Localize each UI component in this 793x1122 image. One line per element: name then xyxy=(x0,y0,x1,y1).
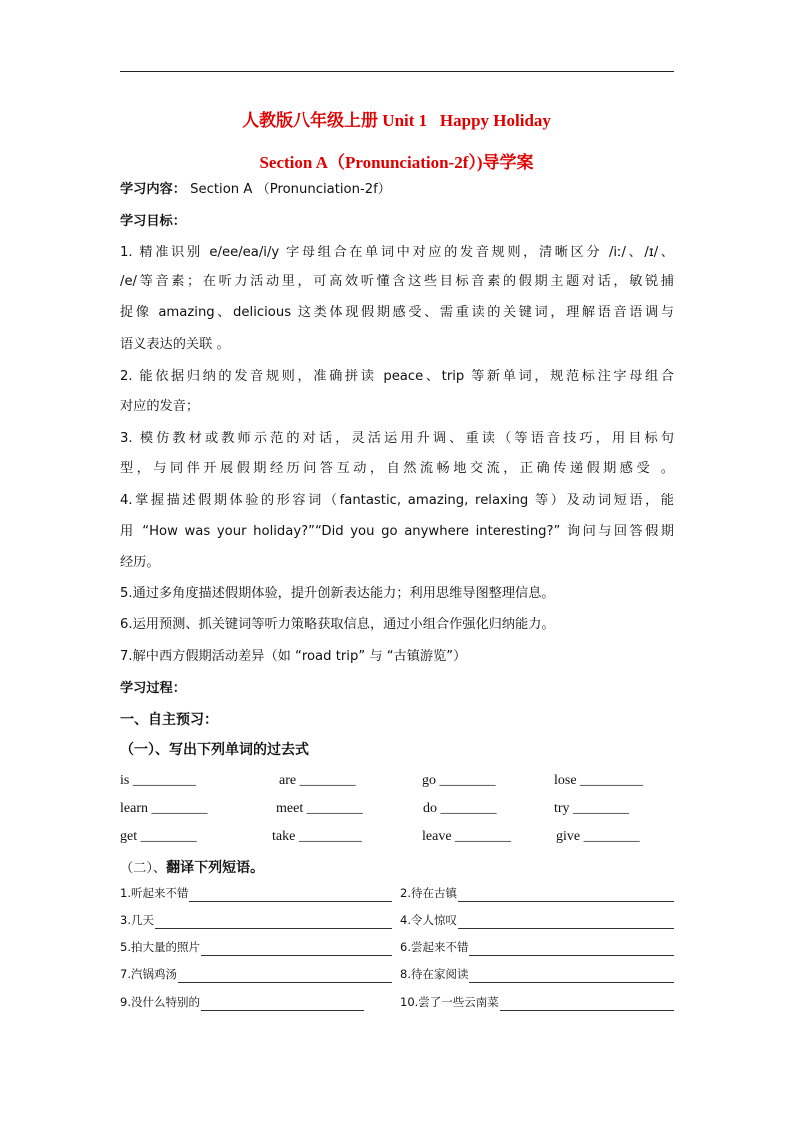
phrase-label: 7.汽锅鸡汤 xyxy=(120,967,177,981)
phrase-label: 1.听起来不错 xyxy=(120,886,189,900)
phrase-blank[interactable] xyxy=(400,938,674,956)
content-line xyxy=(120,180,674,200)
goal-line: 对应的发音； xyxy=(120,399,200,414)
word-blank[interactable]: take _________ xyxy=(272,829,362,844)
phrase-label: 2.待在古镇 xyxy=(400,886,457,900)
goal-line: 用 “How was your holiday?”“Did you go anywhere interesting?” 询问与回答假期 xyxy=(120,524,674,539)
goal-line: /e/等音素；在听力活动里，可高效听懂含这些目标音素的假期主题对话，敏锐捕 xyxy=(120,274,674,289)
phrase-blank[interactable] xyxy=(120,993,364,1011)
goal-line: 3. 模仿教材或教师示范的对话，灵活运用升调、重读（等语音技巧，用目标句 xyxy=(120,431,674,446)
goal-line: 经历。 xyxy=(120,555,160,570)
phrase-blank[interactable] xyxy=(400,911,674,929)
phrase-label: 9.没什么特别的 xyxy=(120,995,200,1009)
word-blank[interactable]: try ________ xyxy=(554,801,630,816)
header-rule xyxy=(120,71,674,72)
phrase-label: 8.待在家阅读 xyxy=(400,967,469,981)
word-blank[interactable]: learn ________ xyxy=(120,801,208,816)
phrase-blank[interactable] xyxy=(400,993,674,1011)
goal-line: 6.运用预测、抓关键词等听力策略获取信息，通过小组合作强化归纳能力。 xyxy=(120,617,555,632)
phrase-label: 6.尝起来不错 xyxy=(400,940,469,954)
goals-label: 学习目标： xyxy=(120,214,186,229)
phrase-blank[interactable] xyxy=(120,884,392,902)
goal-line: 5.通过多角度描述假期体验，提升创新表达能力；利用思维导图整理信息。 xyxy=(120,586,555,601)
goal-line: 捉像 amazing、delicious 这类体现假期感受、需重读的关键词，理解语音语调与 xyxy=(120,305,674,320)
goal-line: 型，与同伴开展假期经历问答互动，自然流畅地交流，正确传递假期感受 。 xyxy=(120,461,674,476)
word-blank[interactable]: give ________ xyxy=(556,829,640,844)
part2-heading: 翻译下列短语。 xyxy=(166,860,265,876)
doc-title: 人教版八年级上册 Unit 1 Happy Holiday xyxy=(242,111,551,130)
goal-line: 2. 能依据归纳的发音规则，准确拼读 peace、trip 等新单词，规范标注字母组合 xyxy=(120,369,674,384)
goal-line: 语义表达的关联 。 xyxy=(120,337,230,352)
phrase-label: 4.令人惊叹 xyxy=(400,913,457,927)
part1-heading: （一）、写出下列单词的过去式 xyxy=(120,742,309,758)
phrase-blank[interactable] xyxy=(120,938,392,956)
word-blank[interactable]: get ________ xyxy=(120,829,197,844)
content-text: Section A （Pronunciation-2f） xyxy=(190,182,391,197)
word-blank[interactable]: are ________ xyxy=(279,773,356,788)
part2-heading-line xyxy=(120,858,674,879)
phrase-blank[interactable] xyxy=(400,965,674,983)
phrase-blank[interactable] xyxy=(120,911,392,929)
phrase-label: 5.拍大量的照片 xyxy=(120,940,200,954)
process-label: 学习过程： xyxy=(120,681,186,696)
phrase-label: 3.几天 xyxy=(120,913,154,927)
word-blank[interactable]: is _________ xyxy=(120,773,196,788)
word-blank[interactable]: lose _________ xyxy=(554,773,644,788)
goal-line: 7.解中西方假期活动差异（如 “road trip” 与 “古镇游览”） xyxy=(120,649,467,664)
goal-line: 4.掌握描述假期体验的形容词（fantastic, amazing, relaxing 等）及动词短语，能 xyxy=(120,493,674,508)
phrase-label: 10.尝了一些云南菜 xyxy=(400,995,499,1009)
word-blank[interactable]: do ________ xyxy=(423,801,497,816)
content-label: 学习内容： xyxy=(120,182,186,197)
goal-line: 1. 精准识别 e/ee/ea/i/y 字母组合在单词中对应的发音规则，清晰区分 /iː/、/ɪ/、 xyxy=(120,245,674,260)
section1-heading: 一、自主预习： xyxy=(120,712,218,728)
word-blank[interactable]: leave ________ xyxy=(422,829,512,844)
word-blank[interactable]: meet ________ xyxy=(276,801,363,816)
phrase-blank[interactable] xyxy=(400,884,674,902)
word-blank[interactable]: go ________ xyxy=(422,773,496,788)
phrase-blank[interactable] xyxy=(120,965,392,983)
doc-subtitle: Section A（Pronunciation-2f）)导学案 xyxy=(259,153,534,172)
part2-prefix: （二）、 xyxy=(120,861,167,876)
